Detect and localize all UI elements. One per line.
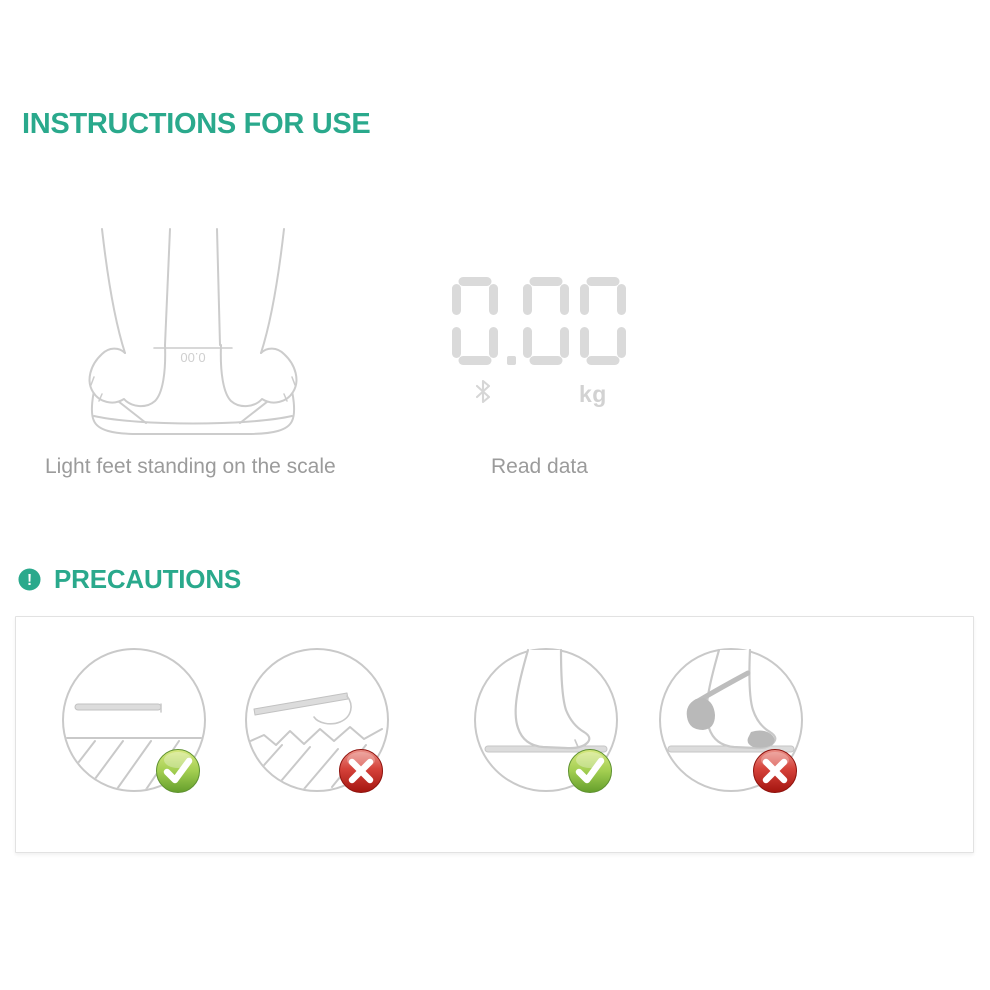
alert-glyph: ! [26,571,33,589]
step-2-caption: Read data [491,455,588,478]
seven-segment-display [452,277,626,365]
bluetooth-icon [476,380,490,403]
cross-icon [337,747,385,795]
precaution-bare-feet [471,645,621,795]
legs [102,229,284,353]
step-1-caption: Light feet standing on the scale [45,455,336,478]
precautions-header [18,565,241,593]
scale-mini-readout: 0.00 [180,350,206,365]
cross-icon [751,747,799,795]
bare-foot [516,650,590,748]
exclamation-circle-icon [18,568,41,591]
feet-on-scale-illustration [78,227,308,451]
check-icon [154,747,202,795]
precaution-uneven-surface [242,645,392,795]
display-unit: kg [579,381,607,407]
weight-display-illustration [452,277,630,407]
precautions-heading: PRECAUTIONS [54,563,242,594]
precaution-flat-surface [59,645,209,795]
precaution-socks [656,645,806,795]
check-icon [566,747,614,795]
instructions-heading: INSTRUCTIONS FOR USE [22,108,371,140]
